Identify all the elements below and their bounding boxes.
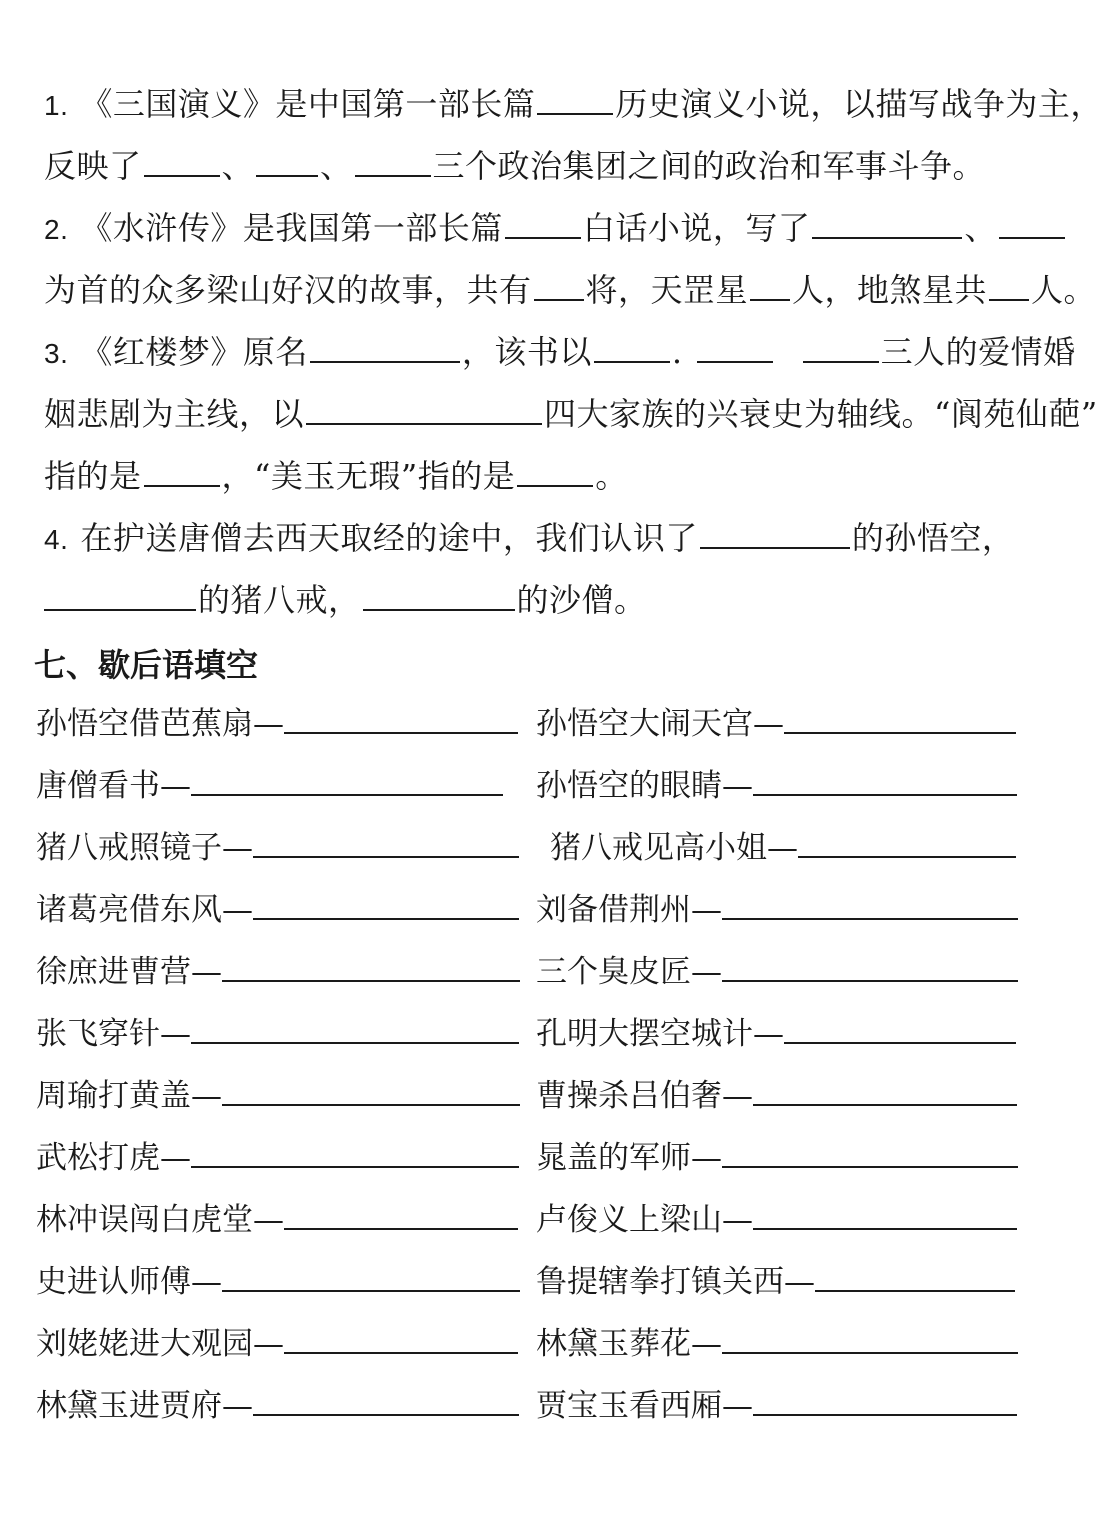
q4-number: 4. xyxy=(44,524,69,555)
idiom-left-3 xyxy=(36,826,522,870)
q3-text-a: 《红楼梦》原名 xyxy=(80,333,308,371)
idiom-right-6-blank[interactable] xyxy=(784,1018,1016,1044)
q3-text-d: 姻悲剧为主线，以 xyxy=(44,395,305,433)
idiom-left-8-blank[interactable] xyxy=(191,1142,519,1168)
q2-text-b: 白话小说，写了 xyxy=(582,209,811,247)
idiom-left-5-text: 徐庶进曹营— xyxy=(36,954,222,990)
idiom-right-2 xyxy=(536,764,1026,808)
idiom-right-12 xyxy=(536,1384,1026,1428)
idiom-right-10-text: 鲁提辖拳打镇关西— xyxy=(536,1264,815,1300)
q3-blank-1[interactable] xyxy=(310,331,460,363)
idiom-right-9-blank[interactable] xyxy=(753,1204,1017,1230)
idiom-right-6 xyxy=(536,1012,1026,1056)
idiom-left-9-text: 林冲误闯白虎堂— xyxy=(36,1202,284,1238)
idiom-left-4-blank[interactable] xyxy=(253,894,519,920)
section-title: 七、歇后语填空 xyxy=(34,646,259,684)
idiom-right-7-blank[interactable] xyxy=(753,1080,1017,1106)
idiom-left-9-blank[interactable] xyxy=(284,1204,518,1230)
q2-blank-6[interactable] xyxy=(989,269,1029,301)
idiom-left-6 xyxy=(36,1012,522,1056)
q4-line2 xyxy=(44,578,1068,622)
idiom-right-12-text: 贾宝玉看西厢— xyxy=(536,1388,753,1424)
idiom-left-12-text: 林黛玉进贾府— xyxy=(36,1388,253,1424)
q3-text-h: 。 xyxy=(595,457,628,495)
idiom-left-5 xyxy=(36,950,522,994)
q1-blank-2[interactable] xyxy=(144,145,220,177)
q3-blank-5[interactable] xyxy=(306,393,542,425)
idiom-left-10-blank[interactable] xyxy=(222,1266,520,1292)
idiom-left-2-blank[interactable] xyxy=(191,770,503,796)
q2-blank-3[interactable] xyxy=(999,207,1065,239)
idiom-right-6-text: 孔明大摆空城计— xyxy=(536,1016,784,1052)
q3-blank-4[interactable] xyxy=(803,331,879,363)
idiom-right-11-blank[interactable] xyxy=(722,1328,1018,1354)
idiom-left-11-text: 刘姥姥进大观园— xyxy=(36,1326,284,1362)
idiom-left-12-blank[interactable] xyxy=(253,1390,519,1416)
q2-blank-1[interactable] xyxy=(505,207,581,239)
idiom-left-7-text: 周瑜打黄盖— xyxy=(36,1078,222,1114)
idiom-right-8-blank[interactable] xyxy=(722,1142,1018,1168)
idiom-right-2-blank[interactable] xyxy=(753,770,1017,796)
idiom-right-7 xyxy=(536,1074,1026,1118)
idiom-left-2 xyxy=(36,764,522,808)
q2-number: 2. xyxy=(44,214,69,245)
idiom-left-8 xyxy=(36,1136,522,1180)
idiom-left-4 xyxy=(36,888,522,932)
idiom-right-9 xyxy=(536,1198,1026,1242)
q2-blank-5[interactable] xyxy=(750,269,790,301)
idiom-left-6-blank[interactable] xyxy=(191,1018,519,1044)
idiom-right-8 xyxy=(536,1136,1026,1180)
idiom-left-4-text: 诸葛亮借东风— xyxy=(36,892,253,928)
idiom-left-7 xyxy=(36,1074,522,1118)
q3-blank-7[interactable] xyxy=(517,455,593,487)
idiom-right-12-blank[interactable] xyxy=(753,1390,1017,1416)
idiom-right-10-blank[interactable] xyxy=(815,1266,1015,1292)
idiom-right-3-text: 猪八戒见高小姐— xyxy=(550,830,798,866)
idiom-left-1 xyxy=(36,702,522,746)
idiom-right-10 xyxy=(536,1260,1026,1304)
q3-sep-1: . xyxy=(671,333,683,371)
idiom-left-2-text: 唐僧看书— xyxy=(36,768,191,804)
q2-text-c: 为首的众多梁山好汉的故事，共有 xyxy=(44,271,532,309)
q3-text-g: ，“美玉无瑕”指的是 xyxy=(221,457,516,495)
idiom-right-5-text: 三个臭皮匠— xyxy=(536,954,722,990)
q2-text-f: 人。 xyxy=(1031,271,1097,309)
q1-number: 1. xyxy=(44,90,69,121)
idiom-right-4 xyxy=(536,888,1026,932)
q4-blank-2[interactable] xyxy=(44,579,196,611)
q2-text-e: 人，地煞星共 xyxy=(792,271,988,309)
idiom-right-2-text: 孙悟空的眼睛— xyxy=(536,768,753,804)
idiom-right-5-blank[interactable] xyxy=(722,956,1018,982)
q1-blank-1[interactable] xyxy=(537,83,613,115)
idiom-left-10 xyxy=(36,1260,522,1304)
idiom-left-8-text: 武松打虎— xyxy=(36,1140,191,1176)
idiom-left-10-text: 史进认师傅— xyxy=(36,1264,222,1300)
idiom-left-3-blank[interactable] xyxy=(253,832,519,858)
idiom-right-9-text: 卢俊义上梁山— xyxy=(536,1202,753,1238)
q1-text-b: 历史演义小说，以描写战争为主， xyxy=(615,85,1103,123)
q2-blank-2[interactable] xyxy=(812,207,962,239)
idiom-right-1-blank[interactable] xyxy=(784,708,1016,734)
idiom-left-5-blank[interactable] xyxy=(222,956,520,982)
q3-blank-2[interactable] xyxy=(594,331,670,363)
q3-line2 xyxy=(44,392,1098,436)
q1-text-a: 《三国演义》是中国第一部长篇 xyxy=(80,85,536,123)
q4-text-d: 的沙僧。 xyxy=(516,581,647,619)
idiom-right-1 xyxy=(536,702,1026,746)
q1-text-d: 三个政治集团之间的政治和军事斗争。 xyxy=(432,147,986,185)
idiom-right-11-text: 林黛玉葬花— xyxy=(536,1326,722,1362)
idiom-left-7-blank[interactable] xyxy=(222,1080,520,1106)
q4-text-c: 的猪八戒， xyxy=(198,581,361,619)
q1-line1 xyxy=(44,82,1103,128)
q3-blank-6[interactable] xyxy=(144,455,220,487)
q2-blank-4[interactable] xyxy=(534,269,584,301)
q4-blank-1[interactable] xyxy=(700,517,850,549)
idiom-right-4-text: 刘备借荆州— xyxy=(536,892,722,928)
q4-text-a: 在护送唐僧去西天取经的途中，我们认识了 xyxy=(80,519,698,557)
q3-blank-3[interactable] xyxy=(697,331,773,363)
idiom-right-7-text: 曹操杀吕伯奢— xyxy=(536,1078,753,1114)
q3-number: 3. xyxy=(44,338,69,369)
q1-blank-3[interactable] xyxy=(256,145,318,177)
q4-line1 xyxy=(44,516,1068,562)
q3-line1 xyxy=(44,330,1076,376)
idiom-left-1-blank[interactable] xyxy=(284,708,518,734)
q2-text-d: 将，天罡星 xyxy=(585,271,749,309)
idiom-right-3 xyxy=(550,826,1026,870)
q3-line3 xyxy=(44,454,1068,498)
idiom-right-1-text: 孙悟空大闹天宫— xyxy=(536,706,784,742)
idiom-right-8-text: 晁盖的军师— xyxy=(536,1140,722,1176)
idiom-left-11 xyxy=(36,1322,522,1366)
q2-line2 xyxy=(44,268,1097,312)
q1-sep-1: 、 xyxy=(221,147,255,185)
q1-text-c: 反映了 xyxy=(44,147,142,185)
idiom-left-3-text: 猪八戒照镜子— xyxy=(36,830,253,866)
idiom-left-12 xyxy=(36,1384,522,1428)
q1-sep-2: 、 xyxy=(320,147,353,185)
q3-text-f: 指的是 xyxy=(44,457,142,495)
idiom-left-6-text: 张飞穿针— xyxy=(36,1016,191,1052)
q4-text-b: 的孙悟空， xyxy=(851,519,1015,557)
q2-line1 xyxy=(44,206,1068,252)
q3-text-e: 四大家族的兴衰史为轴线。“阆苑仙葩” xyxy=(544,395,1098,433)
idiom-right-5 xyxy=(536,950,1026,994)
q2-text-a: 《水浒传》是我国第一部长篇 xyxy=(80,209,503,247)
q3-text-c: 三人的爱情婚 xyxy=(880,333,1076,371)
q3-text-b: ，该书以 xyxy=(461,333,592,371)
idiom-left-11-blank[interactable] xyxy=(284,1328,518,1354)
idiom-left-1-text: 孙悟空借芭蕉扇— xyxy=(36,706,284,742)
idiom-right-11 xyxy=(536,1322,1026,1366)
idiom-right-3-blank[interactable] xyxy=(798,832,1016,858)
q4-blank-3[interactable] xyxy=(363,579,515,611)
q2-sep-1: 、 xyxy=(964,209,997,247)
idiom-right-4-blank[interactable] xyxy=(722,894,1018,920)
idiom-left-9 xyxy=(36,1198,522,1242)
q1-blank-4[interactable] xyxy=(355,145,431,177)
q1-line2 xyxy=(44,144,1068,188)
